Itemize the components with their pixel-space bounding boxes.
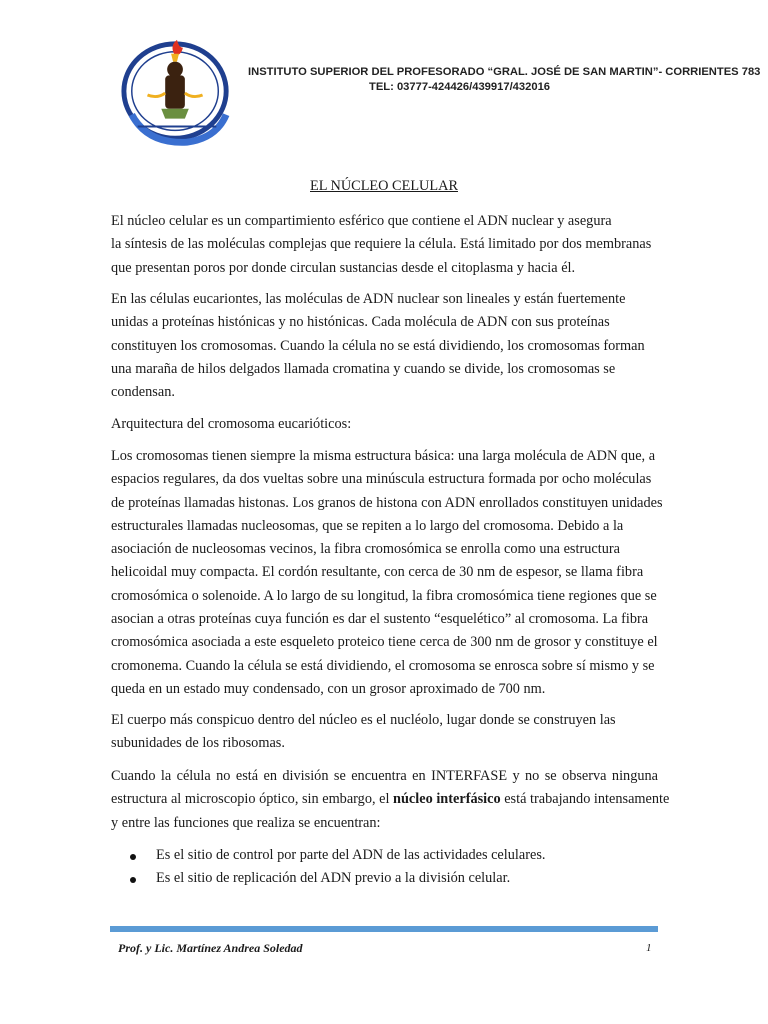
function-list — [130, 847, 650, 893]
list-item — [130, 870, 650, 893]
list-item-text: Es el sitio de control por parte del ADN de las actividades celulares. — [156, 847, 546, 863]
paragraph-line: estructurales llamadas nucleosomas, que se repiten a lo largo del cromosoma. Debido a la — [111, 517, 624, 534]
paragraph-line: asocian a otras proteínas cuya función es dar el sustento “esquelético” al cromosoma. La fibra — [111, 611, 649, 628]
inline-text: estructura al microscopio óptico, sin embargo, el — [111, 791, 394, 808]
section-subheading — [111, 413, 658, 436]
paragraph-line: que presentan poros por donde circulan sustancias desde el citoplasma y hacia él. — [111, 259, 576, 276]
footer-divider — [110, 926, 658, 932]
inline-text: está trabajando intensamente — [500, 791, 670, 808]
paragraph-line: Cuando la célula no está en división se encuentra en INTERFASE y no se observa ninguna — [111, 768, 658, 784]
paragraph-5 — [111, 765, 670, 835]
bullet-icon — [130, 877, 136, 883]
paragraph-line: queda en un estado muy condensado, con un grosor aproximado de 700 nm. — [111, 680, 546, 697]
paragraph-line: El núcleo celular es un compartimiento esférico que contiene el ADN nuclear y asegura — [111, 213, 612, 229]
paragraph-line: cromosómica o solenoide. A lo largo de su longitud, la fibra cromosómica tiene regiones que se — [111, 587, 657, 604]
paragraph-line: En las células eucariontes, las moléculas de ADN nuclear son lineales y están fuertemente — [111, 291, 626, 307]
paragraph-line: El cuerpo más conspicuo dentro del núcleo es el nucléolo, lugar donde se construyen las — [111, 712, 616, 728]
paragraph-line: constituyen los cromosomas. Cuando la célula no se está dividiendo, los cromosomas forman — [111, 337, 645, 354]
paragraph-line: la síntesis de las moléculas complejas que requiere la célula. Está limitado por dos membranas — [111, 236, 652, 253]
bullet-icon — [130, 854, 136, 860]
paragraph-line: Los cromosomas tienen siempre la misma estructura básica: una larga molécula de ADN que, a — [111, 448, 656, 464]
paragraph-line: cromosómica asociada a este esqueleto proteico tiene cerca de 300 nm de grosor y constituye el — [111, 634, 658, 651]
paragraph-1 — [111, 210, 658, 280]
list-item-text: Es el sitio de replicación del ADN previo a la división celular. — [156, 870, 511, 886]
paragraph-line: de proteínas llamadas histonas. Los granos de histona con ADN enrollados constituyen unidades — [111, 494, 663, 511]
paragraph-3 — [111, 445, 663, 701]
page-number: 1 — [646, 942, 652, 954]
document-title: EL NÚCLEO CELULAR — [310, 178, 458, 194]
institution-telephone: TEL: 03777-424426/439917/432016 — [369, 81, 551, 93]
paragraph-line: espacios regulares, da dos vueltas sobre una minúscula estructura formada por ocho moléculas — [111, 471, 652, 488]
bold-term: núcleo interfásico — [393, 791, 501, 808]
paragraph-line: cromonema. Cuando la célula se está dividiendo, el cromosoma se enrosca sobre sí mismo y se — [111, 657, 655, 674]
list-item — [130, 847, 650, 870]
institute-seal-logo — [118, 36, 236, 154]
subheading-text: Arquitectura del cromosoma eucarióticos: — [111, 416, 352, 432]
paragraph-line: condensan. — [111, 384, 175, 401]
paragraph-line: una maraña de hilos delgados llamada cromatina y cuando se divide, los cromosomas se — [111, 360, 616, 377]
paragraph-line-with-bold — [111, 788, 670, 811]
paragraph-4 — [111, 709, 658, 756]
footer-author: Prof. y Lic. Martínez Andrea Soledad — [118, 941, 303, 955]
paragraph-line: subunidades de los ribosomas. — [111, 735, 285, 752]
paragraph-2 — [111, 288, 658, 404]
paragraph-line: helicoidal muy compacta. El cordón resultante, con cerca de 30 nm de espesor, se llama fibra — [111, 564, 644, 581]
paragraph-line: unidas a proteínas histónicas y no histónicas. Cada molécula de ADN con sus proteínas — [111, 314, 610, 331]
paragraph-line: y entre las funciones que realiza se encuentran: — [111, 814, 381, 831]
institution-name: INSTITUTO SUPERIOR DEL PROFESORADO “GRAL. JOSÉ DE SAN MARTIN”- CORRIENTES 783 — [248, 66, 761, 78]
paragraph-line: asociación de nucleosomas vecinos, la fibra cromosómica se enrolla como una estructura — [111, 541, 620, 558]
